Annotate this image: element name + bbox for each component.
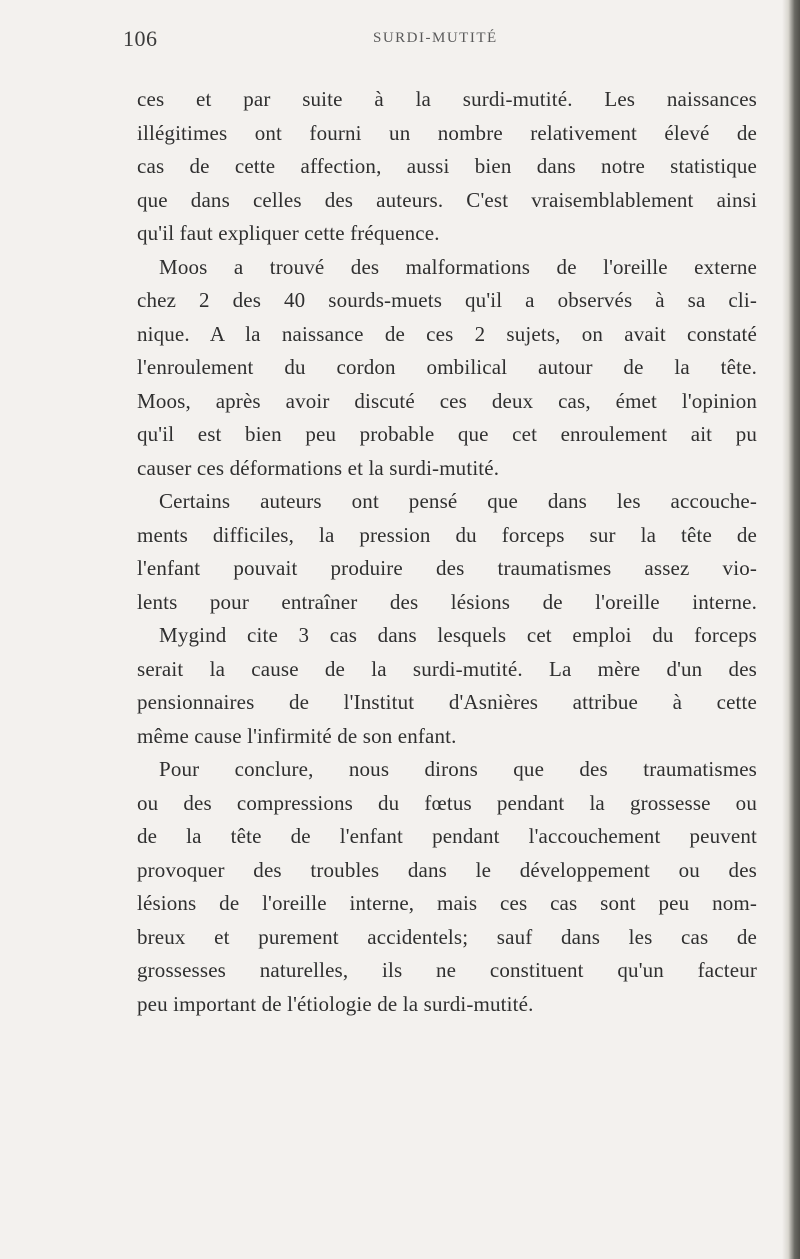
page-number: 106 xyxy=(123,26,158,51)
text-line: ou des compressions du fœtus pendant la grossesse ou xyxy=(137,790,757,815)
text-line: Certains auteurs ont pensé que dans les accouche- xyxy=(159,489,757,513)
text-line: nique. A la naissance de ces 2 sujets, on avait constaté xyxy=(137,321,757,346)
page-header xyxy=(123,26,763,56)
text-line: qu'il faut expliquer cette fréquence. xyxy=(137,221,440,245)
text-line: ces et par suite à la surdi-mutité. Les naissances xyxy=(137,87,757,111)
text-line: l'enroulement du cordon ombilical autour de la tête. xyxy=(137,355,757,379)
text-line: Mygind cite 3 cas dans lesquels cet emploi du forceps xyxy=(159,623,757,647)
text-line: qu'il est bien peu probable que cet enroulement ait pu xyxy=(137,422,757,446)
text-line: de la tête de l'enfant pendant l'accouchement peuvent xyxy=(137,824,757,848)
text-line: chez 2 des 40 sourds-muets qu'il a observés à sa cli- xyxy=(137,288,757,312)
text-line: Moos, après avoir discuté ces deux cas, émet l'opinion xyxy=(137,388,757,413)
text-line: que dans celles des auteurs. C'est vraisemblablement ainsi xyxy=(137,187,757,212)
text-line: ments difficiles, la pression du forceps sur la tête de xyxy=(137,522,757,547)
page-edge-shadow xyxy=(782,0,800,1259)
text-line: lents pour entraîner des lésions de l'oreille interne. xyxy=(137,589,757,614)
text-line: lésions de l'oreille interne, mais ces cas sont peu nom- xyxy=(137,891,757,915)
text-line: pensionnaires de l'Institut d'Asnières attribue à cette xyxy=(137,690,757,714)
text-line: Moos a trouvé des malformations de l'oreille externe xyxy=(159,254,757,279)
text-line: peu important de l'étiologie de la surdi-mutité. xyxy=(137,991,534,1016)
text-line: causer ces déformations et la surdi-mutité. xyxy=(137,455,500,480)
text-line: même cause l'infirmité de son enfant. xyxy=(137,723,457,748)
text-line: grossesses naturelles, ils ne constituent qu'un facteur xyxy=(137,958,757,982)
text-line: breux et purement accidentels; sauf dans les cas de xyxy=(137,924,757,949)
text-line: l'enfant pouvait produire des traumatismes assez vio- xyxy=(137,556,757,580)
text-line: Pour conclure, nous dirons que des traumatismes xyxy=(159,757,757,781)
text-line: cas de cette affection, aussi bien dans notre statistique xyxy=(137,154,757,178)
text-line: illégitimes ont fourni un nombre relativement élevé de xyxy=(137,120,757,145)
running-head: SURDI-MUTITÉ xyxy=(373,30,498,46)
text-line: serait la cause de la surdi-mutité. La mère d'un des xyxy=(137,656,757,681)
body-text xyxy=(137,83,757,1021)
text-line: provoquer des troubles dans le développement ou des xyxy=(137,857,757,882)
